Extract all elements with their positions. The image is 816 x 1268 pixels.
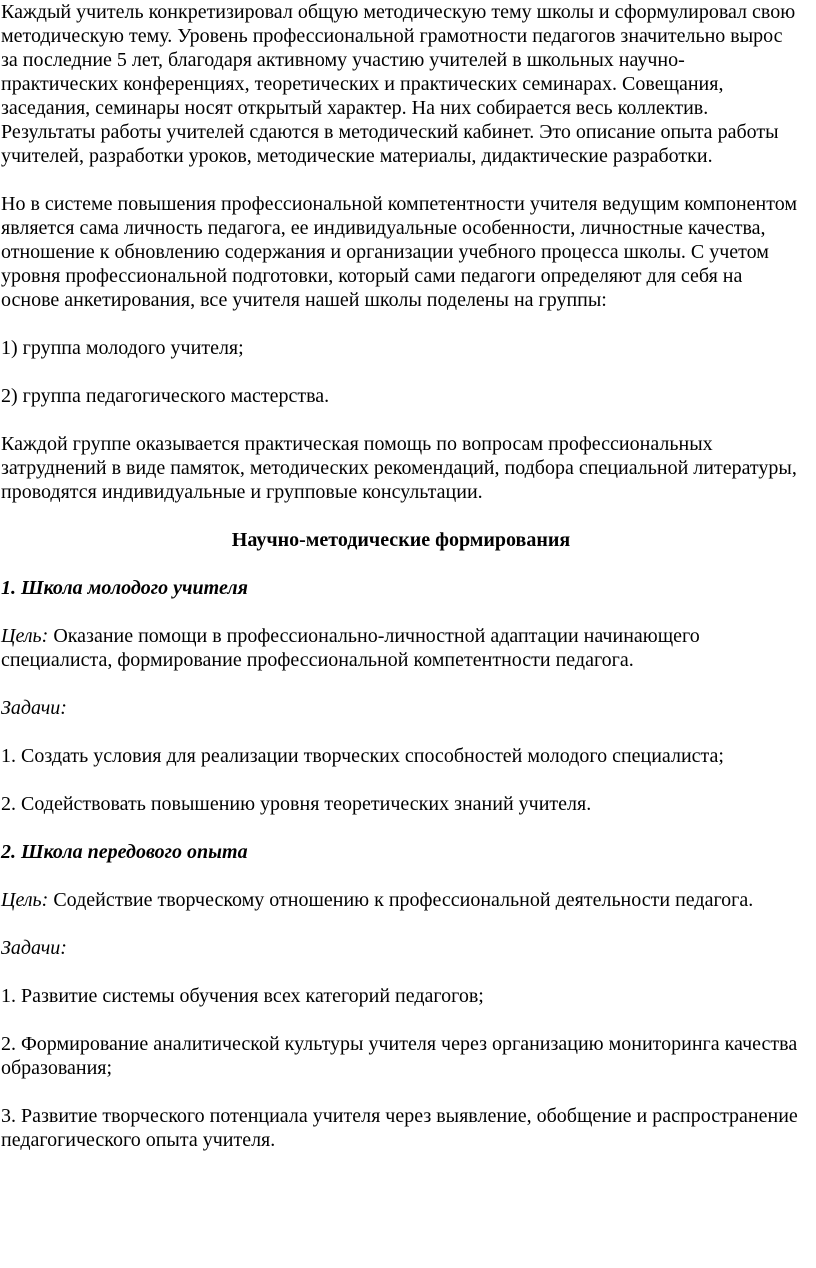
section-1-tasks-label: Задачи:: [1, 697, 67, 719]
section-1-goal-text: Оказание помощи в профессионально-личностной адаптации начинающего специалиста, формирование профессиональной компетентности педагога.: [1, 625, 700, 671]
group-item-1: 1) группа молодого учителя;: [1, 337, 244, 359]
section-1-goal-label: Цель:: [1, 625, 49, 647]
section-2-tasks-label: Задачи:: [1, 937, 67, 959]
intro-paragraph-2: Но в системе повышения профессиональной компетентности учителя ведущим компонентом является сама личность педагога, ее индивидуальные особенности, личностные качества, отношение к обновлению содержания и организации учебного процесса школы. С учетом уровня профессиональной подготовки, который сами педагоги определяют для себя на основе анкетирования, все учителя нашей школы поделены на группы:: [1, 193, 798, 311]
section-2-goal-label: Цель:: [1, 889, 49, 911]
section-1-goal: [1, 624, 801, 672]
main-heading: Научно-методические формирования: [231, 529, 571, 551]
section-2-task-3: 3. Развитие творческого потенциала учителя через выявление, обобщение и распространение педагогического опыта учителя.: [1, 1105, 798, 1151]
section-1-task-2: 2. Содействовать повышению уровня теоретических знаний учителя.: [1, 793, 592, 815]
section-1-task-1: 1. Создать условия для реализации творческих способностей молодого специалиста;: [1, 745, 724, 767]
section-2-goal: [1, 888, 801, 912]
intro-paragraph-3: Каждой группе оказывается практическая помощь по вопросам профессиональных затруднений в виде памяток, методических рекомендаций, подбора специальной литературы, проводятся индивидуальные и групповые консультации.: [1, 433, 797, 503]
group-item-2: 2) группа педагогического мастерства.: [1, 385, 330, 407]
section-2-task-2: 2. Формирование аналитической культуры учителя через организацию мониторинга качества образования;: [1, 1033, 798, 1079]
section-2-task-1: 1. Развитие системы обучения всех категорий педагогов;: [1, 985, 484, 1007]
section-2-title: 2. Школа передового опыта: [1, 841, 248, 863]
intro-paragraph-1: Каждый учитель конкретизировал общую методическую тему школы и сформулировал свою методическую тему. Уровень профессиональной грамотности педагогов значительно вырос за последние 5 лет, благодаря активному участию учителей в школьных научно-практических конференциях, теоретических и практических семинарах. Совещания, заседания, семинары носят открытый характер. На них собирается весь коллектив. Результаты работы учителей сдаются в методический кабинет. Это описание опыта работы учителей, разработки уроков, методические материалы, дидактические разработки.: [1, 1, 796, 167]
section-2-goal-text: Содействие творческому отношению к профессиональной деятельности педагога.: [48, 889, 754, 911]
section-1-title: 1. Школа молодого учителя: [1, 577, 248, 599]
